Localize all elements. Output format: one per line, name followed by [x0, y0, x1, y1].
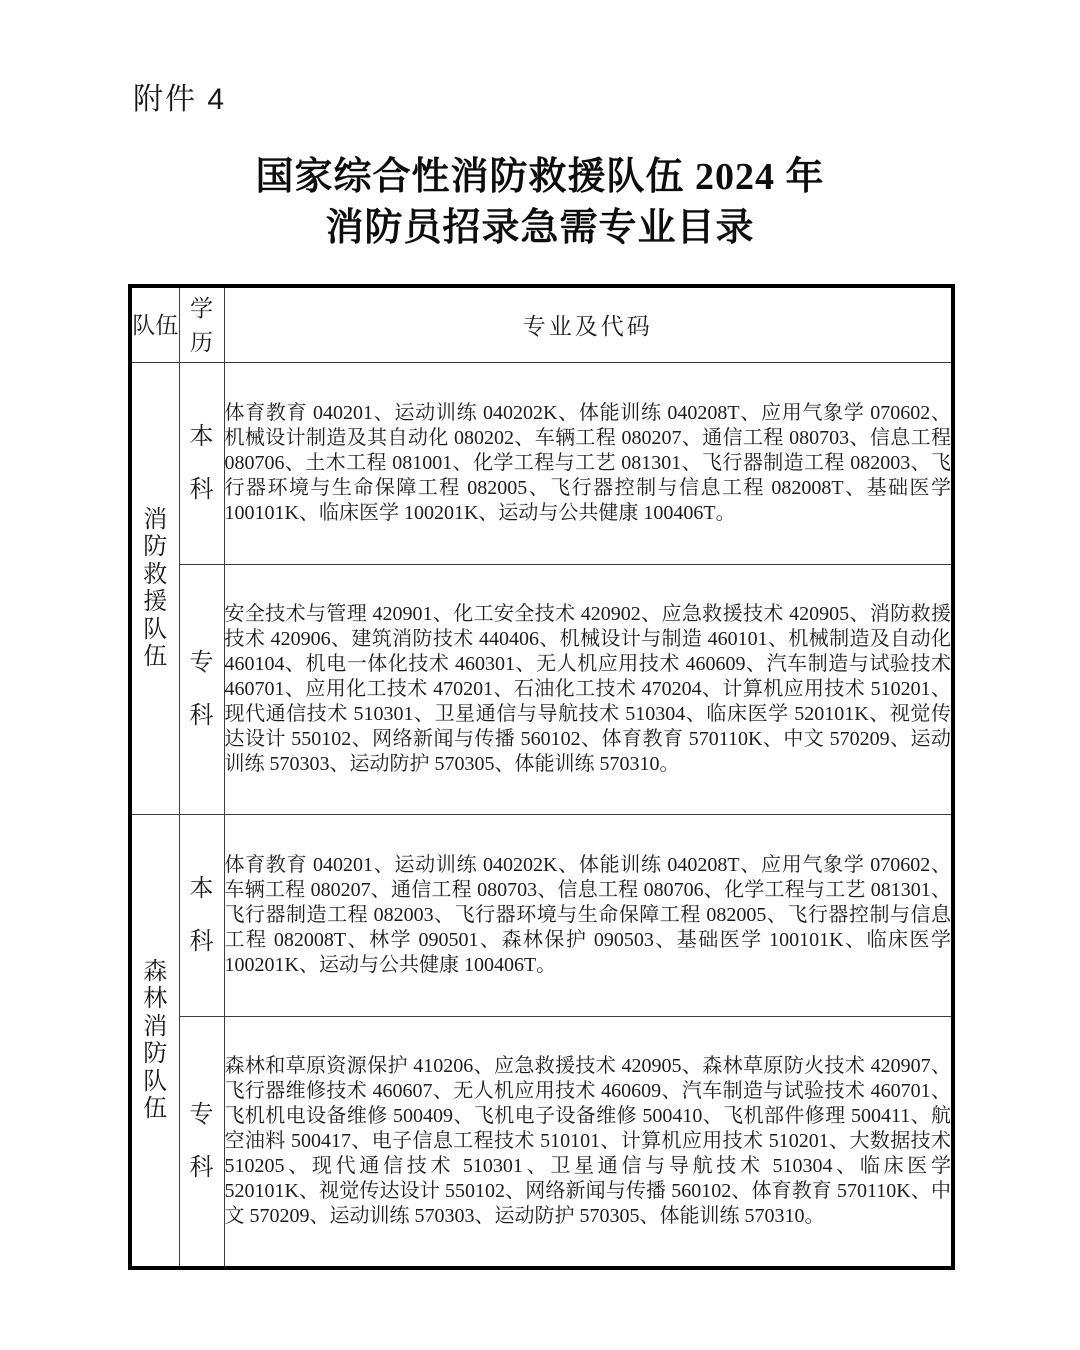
table-row [130, 564, 953, 814]
table-row [130, 362, 953, 564]
table-header-row [130, 286, 953, 362]
column-header-education: 学历 [179, 286, 224, 362]
team-label-forest-fire: 森林消防队伍 [130, 814, 179, 1268]
majors-cell-forest-college: 森林和草原资源保护 410206、应急救援技术 420905、森林草原防火技术 420907、飞行器维修技术 460607、无人机应用技术 460609、汽车制造与试验技术 460701、飞机机电设备维修 500409、飞机电子设备维修 500410、飞机部件修理 500411、航空油料 500417、电子信息工程技术 510101、计算机应用技术 510201、大数据技术 510205、现代通信技术 510301、卫星通信与导航技术 510304、临床医学 520101K、视觉传达设计 550102、网络新闻与传播 560102、体育教育 570110K、中文 570209、运动训练 570303、运动防护 570305、体能训练 570310。 [224, 1016, 953, 1268]
education-label-bachelor: 本科 [179, 814, 224, 1016]
education-label-college: 专科 [179, 1016, 224, 1268]
education-label-bachelor: 本科 [179, 362, 224, 564]
majors-table [128, 284, 955, 1270]
education-label-college: 专科 [179, 564, 224, 814]
attachment-label: 附件 4 [133, 83, 227, 116]
team-label-fire-rescue: 消防救援队伍 [130, 362, 179, 814]
table-row [130, 1016, 953, 1268]
column-header-team: 队伍 [130, 286, 179, 362]
page-title-line-1: 国家综合性消防救援队伍 2024 年 [255, 156, 825, 198]
table-row [130, 814, 953, 1016]
majors-cell-fire-college: 安全技术与管理 420901、化工安全技术 420902、应急救援技术 420905、消防救援技术 420906、建筑消防技术 440406、机械设计与制造 460101、机械制造及自动化 460104、机电一体化技术 460301、无人机应用技术 460609、汽车制造与试验技术 460701、应用化工技术 470201、石油化工技术 470204、计算机应用技术 510201、现代通信技术 510301、卫星通信与导航技术 510304、临床医学 520101K、视觉传达设计 550102、网络新闻与传播 560102、体育教育 570110K、中文 570209、运动训练 570303、运动防护 570305、体能训练 570310。 [224, 564, 953, 814]
majors-cell-forest-bachelor: 体育教育 040201、运动训练 040202K、体能训练 040208T、应用气象学 070602、车辆工程 080207、通信工程 080703、信息工程 080706、化学工程与工艺 081301、飞行器制造工程 082003、飞行器环境与生命保障工程 082005、飞行器控制与信息工程 082008T、林学 090501、森林保护 090503、基础医学 100101K、临床医学 100201K、运动与公共健康 100406T。 [224, 814, 953, 1016]
page-title-line-2: 消防员招录急需专业目录 [325, 207, 755, 249]
majors-cell-fire-bachelor: 体育教育 040201、运动训练 040202K、体能训练 040208T、应用气象学 070602、机械设计制造及其自动化 080202、车辆工程 080207、通信工程 080703、信息工程 080706、土木工程 081001、化学工程与工艺 081301、飞行器制造工程 082003、飞行器环境与生命保障工程 082005、飞行器控制与信息工程 082008T、基础医学 100101K、临床医学 100201K、运动与公共健康 100406T。 [224, 362, 953, 564]
page-title [0, 152, 1080, 254]
column-header-majors: 专业及代码 [224, 286, 953, 362]
